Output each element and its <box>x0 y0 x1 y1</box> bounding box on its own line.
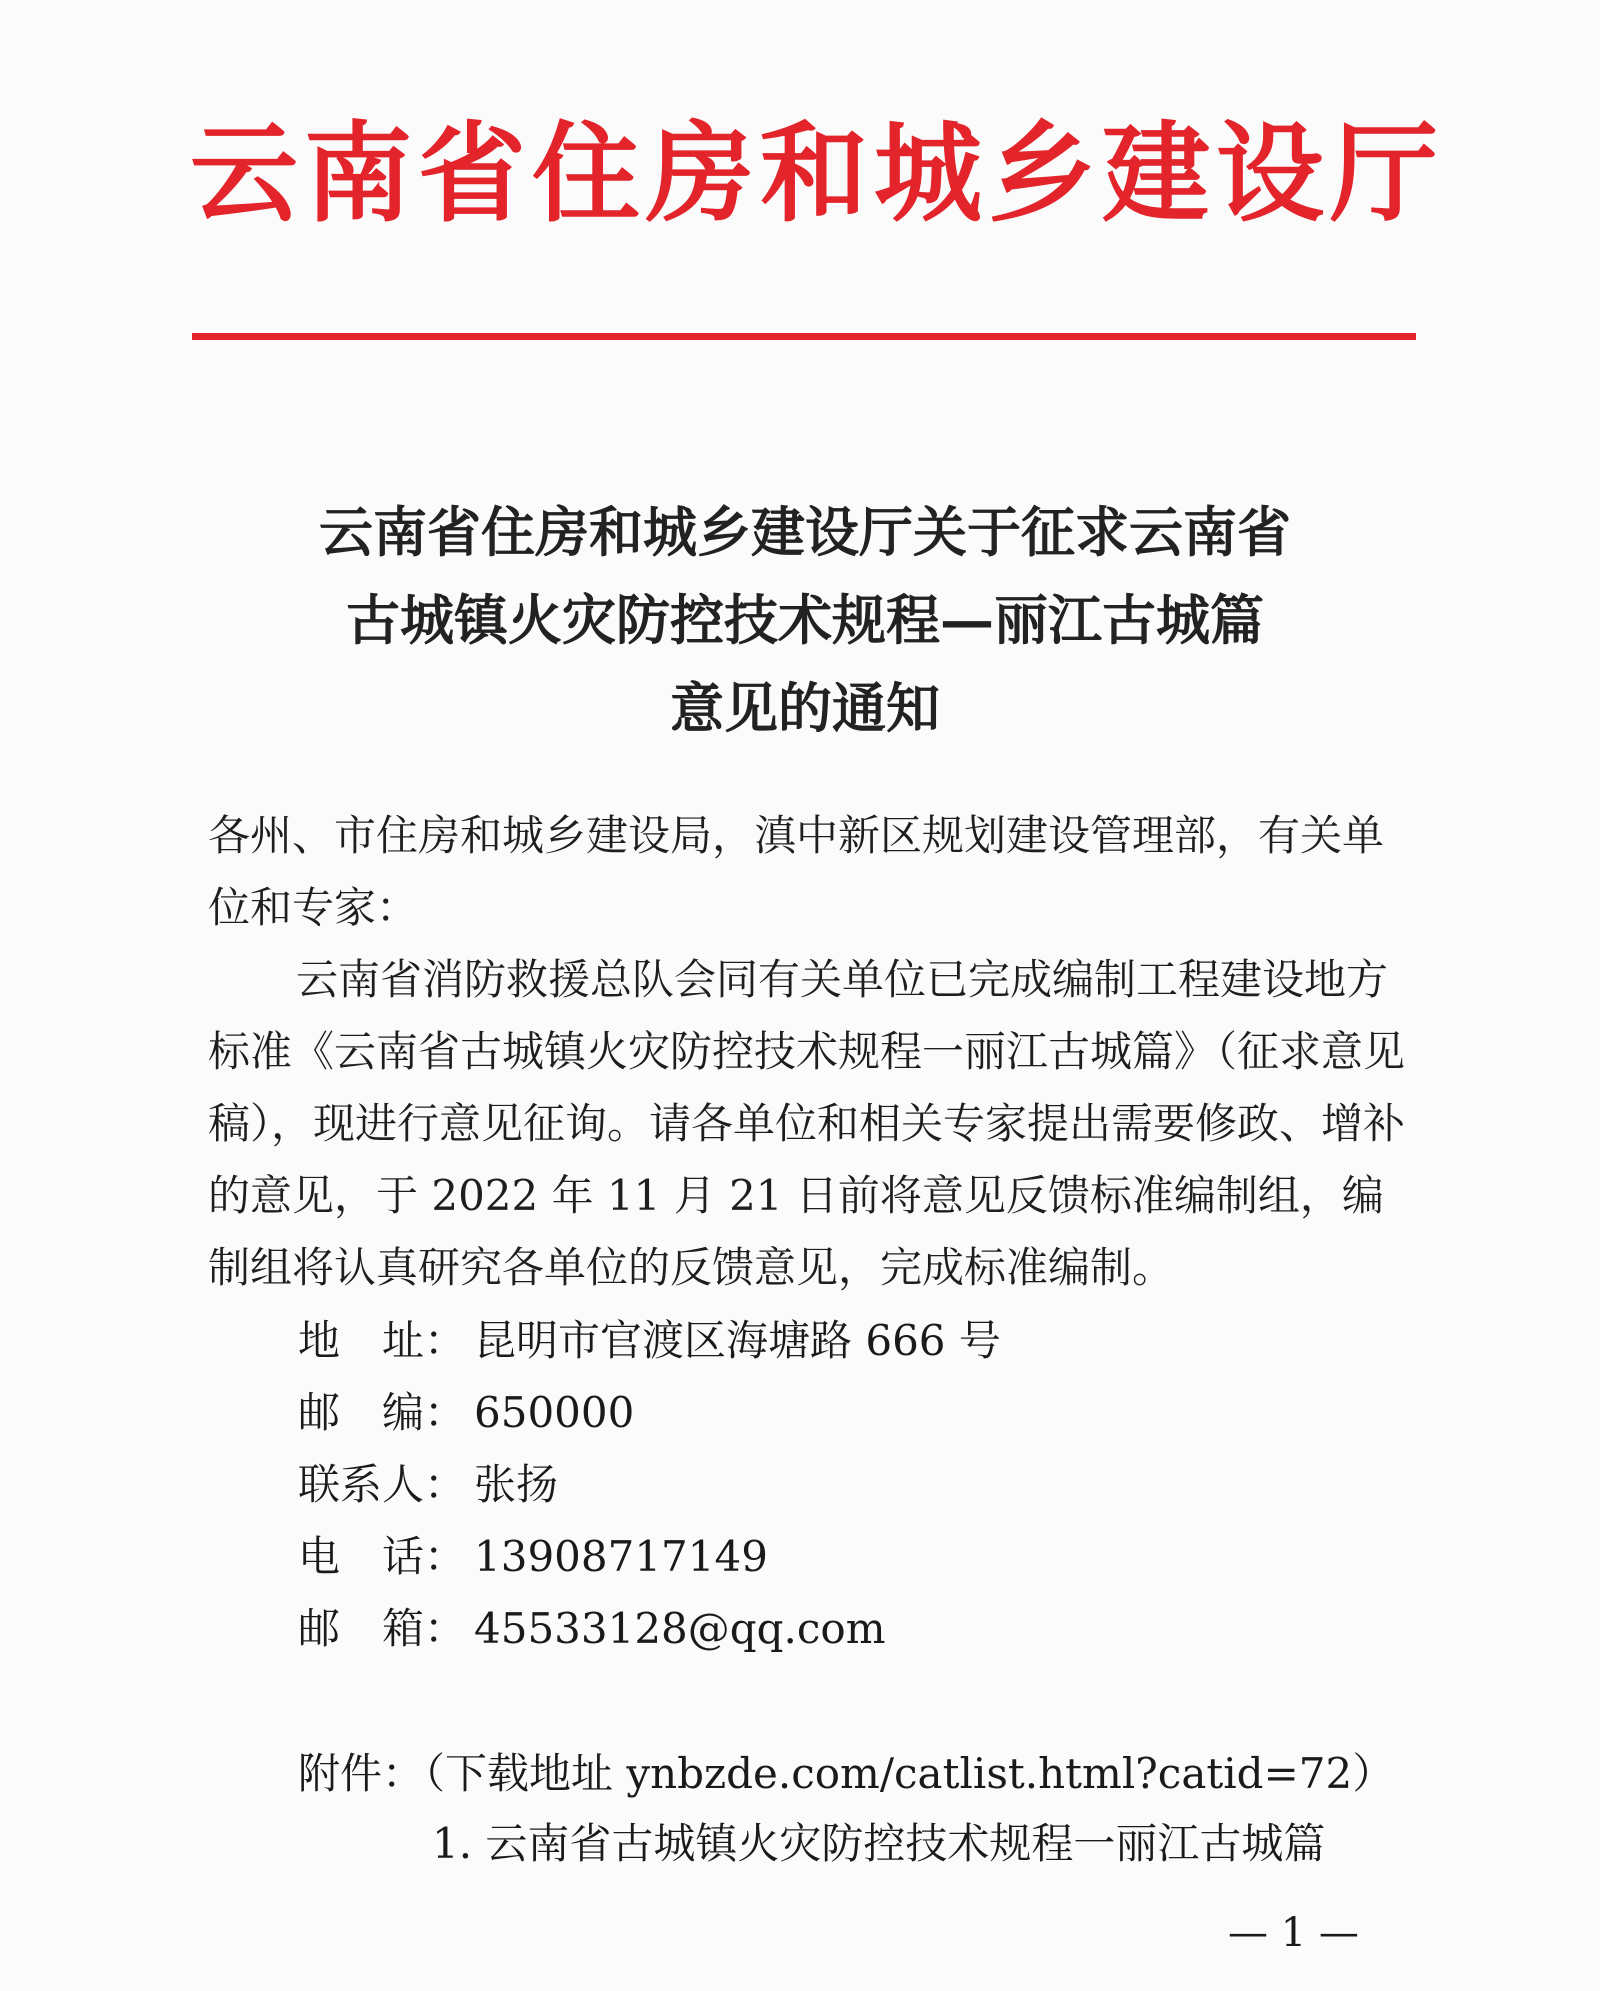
email-label: 邮 箱： <box>298 1604 467 1653</box>
postcode-value: 650000 <box>474 1388 635 1437</box>
title-line-2: 古城镇火灾防控技术规程—丽江古城篇 <box>346 588 1264 652</box>
masthead-red-rule <box>192 333 1416 340</box>
phone-value: 13908717149 <box>474 1532 768 1581</box>
phone-label: 电 话： <box>298 1532 467 1581</box>
contact-person-row <box>298 1449 1001 1521</box>
title-line-3: 意见的通知 <box>670 676 940 740</box>
main-paragraph: 云南省消防救援总队会同有关单位已完成编制工程建设地方标准《云南省古城镇火灾防控技术规程一丽江古城篇》（征求意见稿），现进行意见征询。请各单位和相关专家提出需要修政、增补的意见，于 2022 年 11 月 21 日前将意见反馈标准编制组，编制组将认真研究各单位的反馈意见，完成标准编制。 <box>208 955 1406 1292</box>
contact-phone-row <box>298 1521 1001 1593</box>
contact-email-row <box>298 1593 1001 1665</box>
contact-block <box>298 1305 1001 1665</box>
postcode-label: 邮 编： <box>298 1388 467 1437</box>
recipients: 各州、市住房和城乡建设局，滇中新区规划建设管理部，有关单位和专家： <box>208 811 1385 932</box>
page-number: — 1 — <box>1228 1910 1359 1956</box>
address-label: 地 址： <box>298 1316 467 1365</box>
document-body <box>208 800 1408 1304</box>
email-value: 45533128@qq.com <box>474 1604 886 1653</box>
contact-postcode-row <box>298 1377 1001 1449</box>
contact-address-row <box>298 1305 1001 1377</box>
attachment-item-1: 1. 云南省古城镇火灾防控技术规程一丽江古城篇 <box>432 1819 1326 1868</box>
title-line-1: 云南省住房和城乡建设厅关于征求云南省 <box>319 500 1291 564</box>
person-label: 联系人： <box>298 1460 467 1509</box>
document-title <box>190 488 1420 752</box>
address-value: 昆明市官渡区海塘路 666 号 <box>474 1316 1001 1365</box>
person-value: 张扬 <box>474 1460 559 1509</box>
issuer-masthead: 云南省住房和城乡建设厅 <box>190 111 1445 237</box>
attachment-label: 附件：（下载地址 ynbzde.com/catlist.html?catid=72） <box>298 1749 1395 1798</box>
